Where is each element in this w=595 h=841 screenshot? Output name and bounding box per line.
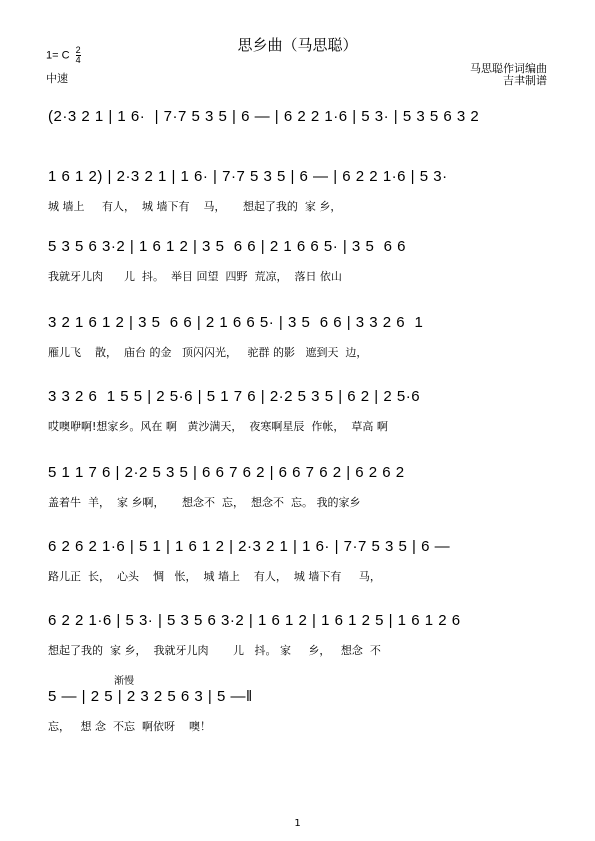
time-denominator: 4 bbox=[75, 55, 81, 65]
notation-line: 6 2 2 1·6 | 5 3· | 5 3 5 6 3·2 | 1 6 1 2 | 1 6 1 2 5 | 1 6 1 2 6 bbox=[48, 612, 461, 629]
notation-line: 5 — | 2 5 | 2 3 2 5 6 3 | 5 —‖ bbox=[48, 688, 253, 705]
notation-line: (2·3 2 1 | 1 6· | 7·7 5 3 5 | 6 — | 6 2 2 1·6 | 5 3· | 5 3 5 6 3 2 bbox=[48, 108, 480, 125]
notation-line: 1 6 1 2) | 2·3 2 1 | 1 6· | 7·7 5 3 5 | 6 — | 6 2 2 1·6 | 5 3· bbox=[48, 168, 448, 185]
lyric-line: 雁儿飞 散， 庙台 的金 顶闪闪光， 驼群 的影 遮到天 边， bbox=[48, 346, 368, 359]
notation-line: 5 1 1 7 6 | 2·2 5 3 5 | 6 6 7 6 2 | 6 6 7 6 2 | 6 2 6 2 bbox=[48, 464, 405, 481]
lyric-line: 想起了我的 家 乡， 我就牙儿肉 儿 抖。 家 乡， 想念 不 bbox=[48, 644, 381, 657]
lyric-line: 忘， 想 念 不忘 啊依呀 噢！ bbox=[48, 720, 211, 733]
time-numerator: 2 bbox=[75, 45, 81, 55]
lyric-line: 盖着牛 羊， 家 乡啊， 想念不 忘， 想念不 忘。 我的家乡 bbox=[48, 496, 361, 509]
notation-line: 6 2 6 2 1·6 | 5 1 | 1 6 1 2 | 2·3 2 1 | 1 6· | 7·7 5 3 5 | 6 — bbox=[48, 538, 451, 555]
ritardando-marking: 渐慢 bbox=[114, 676, 134, 687]
page-number: 1 bbox=[294, 818, 301, 829]
lyric-line bbox=[48, 138, 548, 154]
notation-line: 3 2 1 6 1 2 | 3 5 6 6 | 2 1 6 6 5· | 3 5 6 6 | 3 3 2 6 1 bbox=[48, 314, 424, 331]
arranger-credit: 吉聿制谱 bbox=[503, 74, 547, 87]
lyric-line: 哎噢咿啊!想家乡。风在 啊 黄沙满天， 夜寒啊星辰 作帐， 草高 啊 bbox=[48, 420, 388, 433]
time-signature bbox=[76, 46, 81, 65]
lyric-line: 我就牙儿肉 儿 抖。 举目 回望 四野 荒凉， 落日 依山 bbox=[48, 270, 342, 283]
notation-line: 5 3 5 6 3·2 | 1 6 1 2 | 3 5 6 6 | 2 1 6 6 5· | 3 5 6 6 bbox=[48, 238, 406, 255]
notation-line: 3 3 2 6 1 5 5 | 2 5·6 | 5 1 7 6 | 2·2 5 3 5 | 6 2 | 2 5·6 bbox=[48, 388, 421, 405]
key-signature bbox=[46, 46, 81, 65]
page-title: 思乡曲（马思聪） bbox=[237, 36, 358, 54]
composer-credit: 马思聪作词编曲 bbox=[470, 62, 547, 75]
lyric-line: 路儿正 长， 心头 惆 怅， 城 墙上 有人， 城 墙下有 马， bbox=[48, 570, 381, 583]
tempo-marking: 中速 bbox=[46, 72, 68, 85]
key-label: 1= C bbox=[46, 49, 70, 62]
lyric-line: 城 墙上 有人， 城 墙下有 马， 想起了我的 家 乡， bbox=[48, 200, 342, 213]
